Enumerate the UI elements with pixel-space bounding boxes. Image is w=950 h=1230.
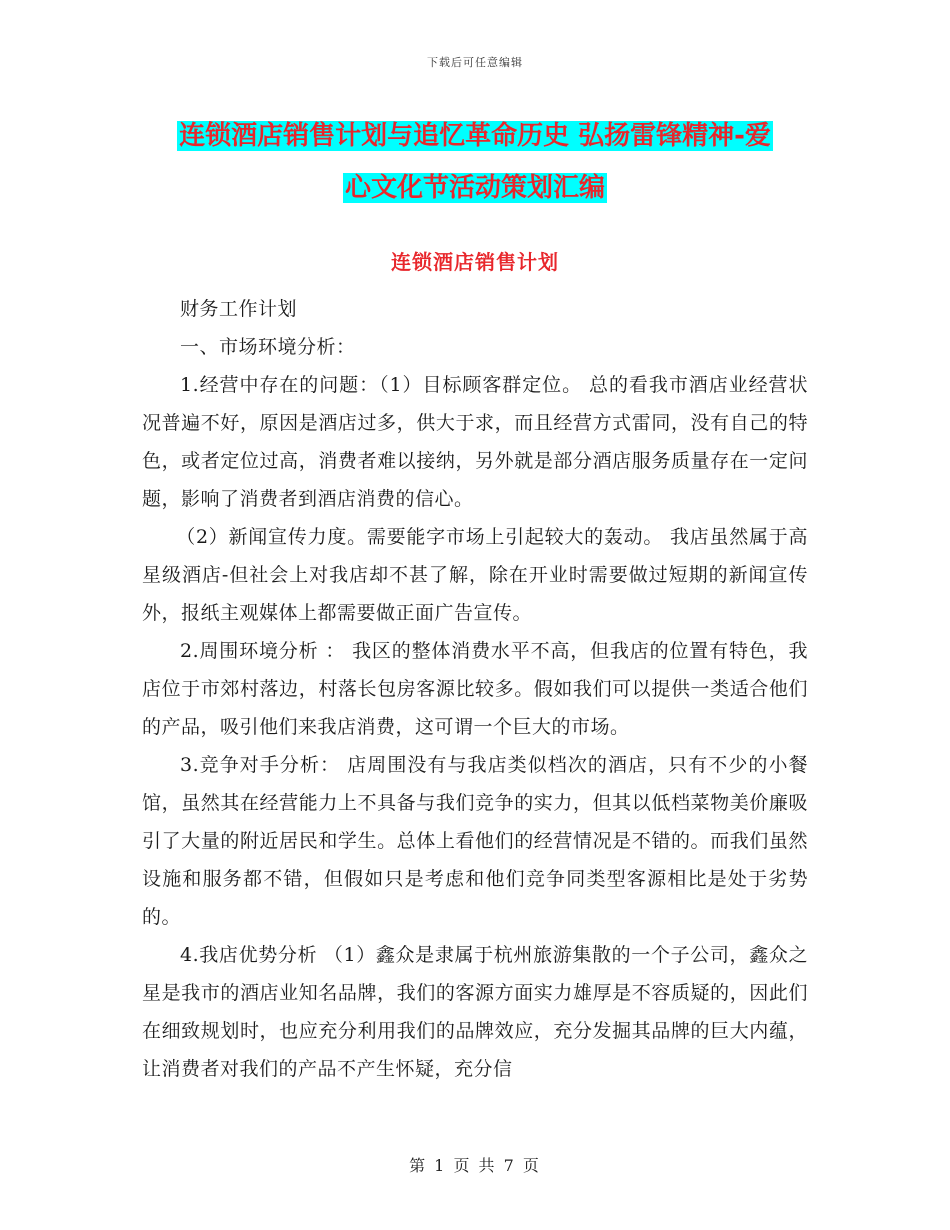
title-line-2: 心文化节活动策划汇编	[344, 173, 605, 203]
paragraph-competitors: 3.竞争对手分析： 店周围没有与我店类似档次的酒店，只有不少的小餐馆，虽然其在经营能力上不具备与我们竞争的实力，但其以低档菜物美价廉吸引了大量的附近居民和学生。总体上看他们的经营情况是不错的。而我们虽然设施和服务都不错，但假如只是考虑和他们竞争同类型客源相比是处于劣势的。	[142, 754, 808, 928]
paragraph-finance-plan: 财务工作计划	[180, 298, 298, 320]
header-note: 下载后可任意编辑	[427, 56, 523, 69]
paragraph-problems: 1.经营中存在的问题：（1）目标顾客群定位。 总的看我市酒店业经营状况普遍不好，原因是酒店过多，供大于求，而且经营方式雷同，没有自己的特色，或者定位过高，消费者难以接纳，另外就是部分酒店服务质量存在一定问题，影响了消费者到酒店消费的信心。	[142, 374, 808, 510]
document-title	[140, 110, 810, 214]
title-line-1: 连锁酒店销售计划与追忆革命历史 弘扬雷锋精神-爱	[179, 121, 771, 151]
body-text	[142, 290, 808, 1088]
paragraph-environment: 2.周围环境分析 ： 我区的整体消费水平不高，但我店的位置有特色，我店位于市郊村落边，村落长包房客源比较多。假如我们可以提供一类适合他们的产品，吸引他们来我店消费，这可谓一个巨大的市场。	[142, 640, 808, 738]
page-footer: 第 1 页 共 7 页	[409, 1156, 541, 1175]
paragraph-market-analysis: 一、市场环境分析：	[180, 336, 356, 358]
paragraph-publicity: （2）新闻宣传力度。需要能字市场上引起较大的轰动。 我店虽然属于高星级酒店-但社会上对我店却不甚了解，除在开业时需要做过短期的新闻宣传外，报纸主观媒体上都需要做正面广告宣传。	[142, 526, 808, 624]
section-title: 连锁酒店销售计划	[391, 250, 559, 274]
paragraph-advantages: 4.我店优势分析 （1）鑫众是隶属于杭州旅游集散的一个子公司，鑫众之星是我市的酒店业知名品牌，我们的客源方面实力雄厚是不容质疑的，因此们在细致规划时，也应充分利用我们的品牌效应，充分发掘其品牌的巨大内蕴，让消费者对我们的产品不产生怀疑，充分信	[142, 944, 808, 1080]
